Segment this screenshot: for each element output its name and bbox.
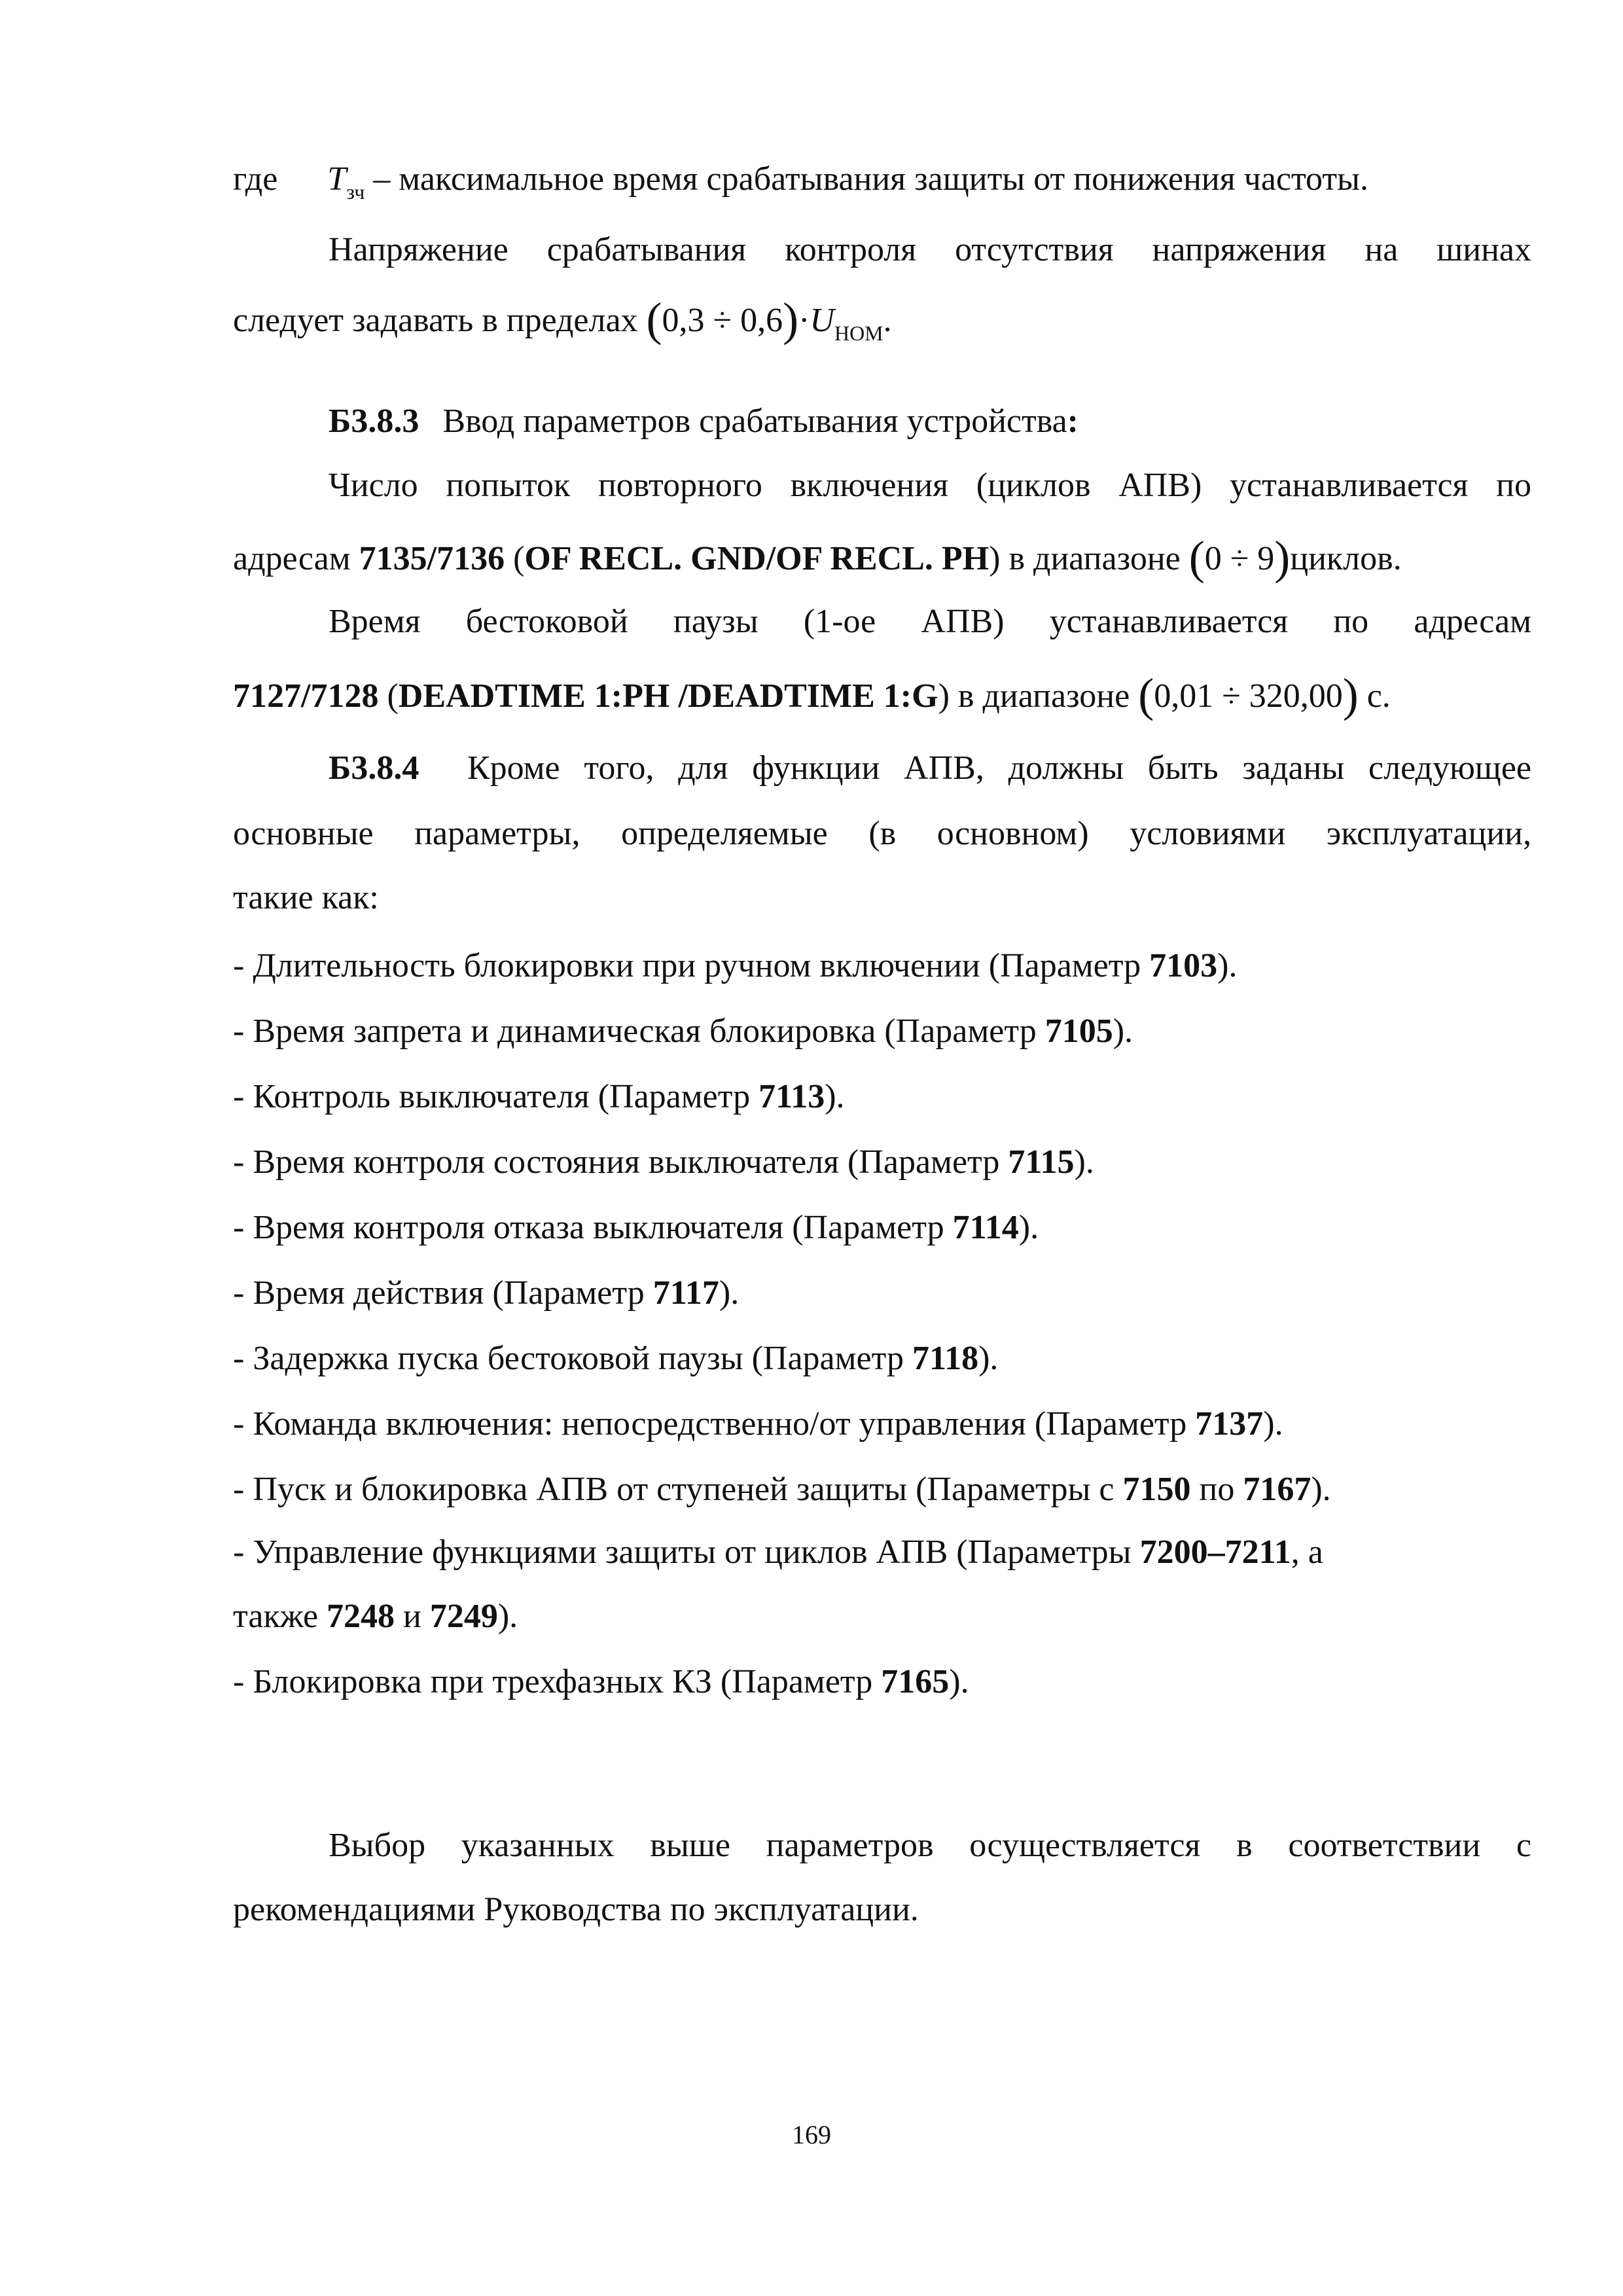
param-number: 7137 [1195,1405,1264,1443]
list-item-text: также [233,1598,327,1635]
voltage-multiplier: · [798,302,810,339]
list-item-end: ). [1074,1143,1094,1181]
voltage-range-values: 0,3 ÷ 0,6 [662,302,783,339]
param-range: 7200–7211 [1139,1534,1291,1571]
voltage-paragraph-line1: Напряжение срабатывания контроля отсутствия напряжения на шинах [329,231,1531,268]
where-word: где [233,160,278,198]
attempts-line2 [233,530,1531,584]
list-item-end: ). [1113,1013,1133,1050]
param-number: 7150 [1122,1471,1191,1508]
deadtime-unit: с. [1366,677,1391,715]
list-item-end: ). [1217,947,1238,984]
param-number: 7103 [1149,947,1218,984]
list-item-end: ). [719,1274,740,1312]
attempts-addresses: 7135/7136 [359,540,505,577]
list-item-control-line2 [233,1600,1531,1634]
list-item [233,1211,1531,1245]
list-item-three-phase [233,1665,1531,1699]
param-number: 7165 [881,1663,950,1700]
attempts-range-text: в диапазоне [1008,540,1181,577]
list-item-text: - Управление функциями защиты от циклов АПВ (Параметры [233,1534,1140,1571]
param-number: 7115 [1008,1143,1075,1181]
list-item-text: - Задержка пуска бестоковой паузы (Параметр [233,1340,912,1377]
section-b384-text: Кроме того, для функции АПВ, должны быть заданы следующее [467,749,1531,787]
attempts-line1: Число попыток повторного включения (циклов АПВ) устанавливается по [329,467,1531,504]
param-number: 7114 [952,1209,1019,1246]
deadtime-addresses: 7127/7128 [233,677,379,715]
param-number: 7249 [429,1598,498,1635]
attempts-close: ) [989,540,1001,577]
list-item-text: - Время действия (Параметр [233,1274,653,1312]
attempts-prefix: адресам [233,540,351,577]
attempts-range: 0 ÷ 9 [1204,540,1275,577]
list-item [233,1276,1531,1310]
u-subscript: НОМ [834,321,883,345]
list-item-text: - Время контроля отказа выключателя (Параметр [233,1209,953,1246]
section-b384-line3: такие как: [233,879,379,916]
deadtime-names: DEADTIME 1:PH /DEADTIME 1:G [398,677,938,715]
list-item-text: - Пуск и блокировка АПВ от ступеней защиты (Параметры с [233,1471,1123,1508]
u-symbol: U [810,302,834,339]
param-number: 7113 [758,1078,825,1115]
voltage-range-close: ) [783,293,799,346]
attempts-range-close: ) [1274,531,1291,584]
param-number: 7117 [652,1274,719,1312]
list-item-text: и [395,1598,430,1635]
list-item-text: - Контроль выключателя (Параметр [233,1078,759,1115]
list-item-end: ). [949,1663,969,1700]
symbol-t: T [327,160,347,198]
voltage-paragraph-line2 [233,292,1531,346]
closing-line2: рекомендациями Руководства по эксплуатации. [233,1891,919,1928]
param-number: 7118 [912,1340,979,1377]
attempts-unit: циклов. [1290,540,1402,577]
section-b383-colon: : [1067,403,1079,440]
section-b383-heading [329,404,1531,439]
voltage-text: следует задавать в пределах [233,302,638,339]
list-item [233,1407,1531,1441]
attempts-open: ( [513,540,525,577]
list-item-end: ). [497,1598,518,1635]
symbol-t-subscript: зч [346,180,365,204]
list-item-control [233,1535,1531,1570]
param-number: 7105 [1044,1013,1113,1050]
list-item-end: ). [1263,1405,1283,1443]
list-item-end: ). [978,1340,999,1377]
section-b384-line1 [329,751,1531,785]
deadtime-line2 [233,668,1531,721]
page-number: 169 [792,2120,831,2149]
list-item-text: , а [1291,1534,1323,1571]
deadtime-open: ( [387,677,399,715]
attempts-names: OF RECL. GND/OF RECL. PH [524,540,990,577]
list-item-text: по [1190,1471,1243,1508]
list-item-end: ). [1311,1471,1331,1508]
list-item [233,1145,1531,1179]
where-definition [233,160,1531,204]
list-item-text: - Время запрета и динамическая блокировка (Параметр [233,1013,1045,1050]
section-b383-title: Ввод параметров срабатывания устройства [442,403,1067,440]
deadtime-range: 0,01 ÷ 320,00 [1154,677,1343,715]
list-item-start-block [233,1473,1531,1507]
list-item-text: - Время контроля состояния выключателя (Параметр [233,1143,1008,1181]
attempts-range-open: ( [1188,531,1205,584]
voltage-end: . [883,302,892,339]
list-item [233,1014,1531,1049]
param-number: 7248 [327,1598,395,1635]
list-item [233,1342,1531,1376]
section-b383-number: Б3.8.3 [329,403,419,440]
list-item [233,949,1531,983]
deadtime-range-close: ) [1342,669,1359,721]
list-item-end: ). [825,1078,845,1115]
section-b384-number: Б3.8.4 [329,749,419,787]
list-item-end: ). [1018,1209,1039,1246]
list-item [233,1080,1531,1114]
voltage-range-open: ( [646,293,662,346]
deadtime-range-open: ( [1138,669,1154,721]
deadtime-range-text: в диапазоне [957,677,1130,715]
list-item-text: - Длительность блокировки при ручном включении (Параметр [233,947,1150,984]
where-text: – максимальное время срабатывания защиты от понижения частоты. [373,160,1368,198]
deadtime-line1: Время бестоковой паузы (1-ое АПВ) устанавливается по адресам [329,603,1531,640]
deadtime-close: ) [938,677,950,715]
list-item-text: - Блокировка при трехфазных КЗ (Параметр [233,1663,882,1700]
list-item-text: - Команда включения: непосредственно/от управления (Параметр [233,1405,1196,1443]
section-b384-line2: основные параметры, определяемые (в основном) условиями эксплуатации, [233,815,1531,852]
closing-line1: Выбор указанных выше параметров осуществляется в соответствии с [329,1827,1531,1864]
param-number: 7167 [1243,1471,1311,1508]
